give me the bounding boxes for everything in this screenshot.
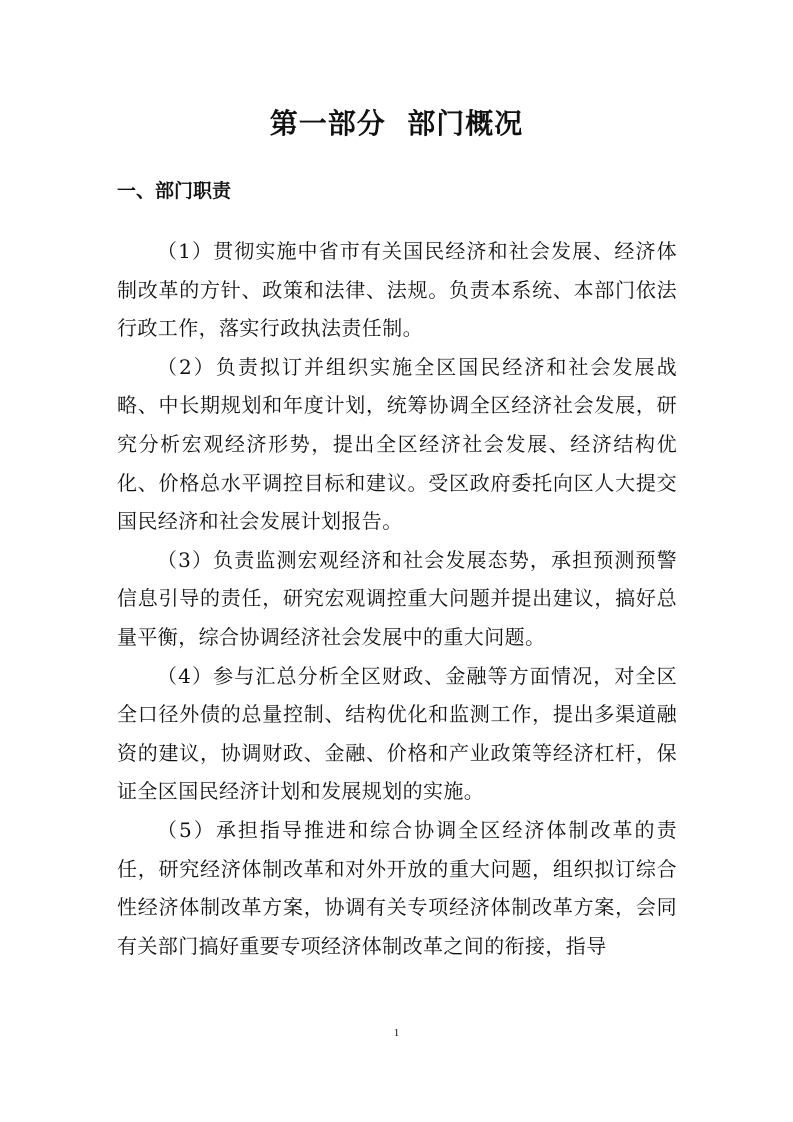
body-text [117, 232, 677, 965]
page-title: 第一部分 部门概况 [269, 107, 524, 140]
paragraph-1: （1）贯彻实施中省市有关国民经济和社会发展、经济体制改革的方针、政策和法律、法规。负责本系统、本部门依法行政工作，落实行政执法责任制。 [117, 239, 677, 341]
paragraph-2: （2）负责拟订并组织实施全区国民经济和社会发展战略、中长期规划和年度计划，统筹协调全区经济社会发展，研究分析宏观经济形势，提出全区经济社会发展、经济结构优化、价格总水平调控目标和建议。受区政府委托向区人大提交国民经济和社会发展计划报告。 [117, 354, 677, 534]
paragraph-4: （4）参与汇总分析全区财政、金融等方面情况，对全区全口径外债的总量控制、结构优化和监测工作，提出多渠道融资的建议，协调财政、金融、价格和产业政策等经济杠杆，保证全区国民经济计划和发展规划的实施。 [117, 663, 677, 804]
section-heading: 一、部门职责 [117, 180, 232, 202]
paragraph-3: （3）负责监测宏观经济和社会发展态势，承担预测预警信息引导的责任，研究宏观调控重大问题并提出建议，搞好总量平衡，综合协调经济社会发展中的重大问题。 [117, 547, 677, 649]
paragraph-5: （5）承担指导推进和综合协调全区经济体制改革的责任，研究经济体制改革和对外开放的重大问题，组织拟订综合性经济体制改革方案，协调有关专项经济体制改革方案，会同有关部门搞好重要专项经济体制改革之间的衔接，指导 [117, 817, 677, 958]
page-number: 1 [393, 1027, 400, 1039]
